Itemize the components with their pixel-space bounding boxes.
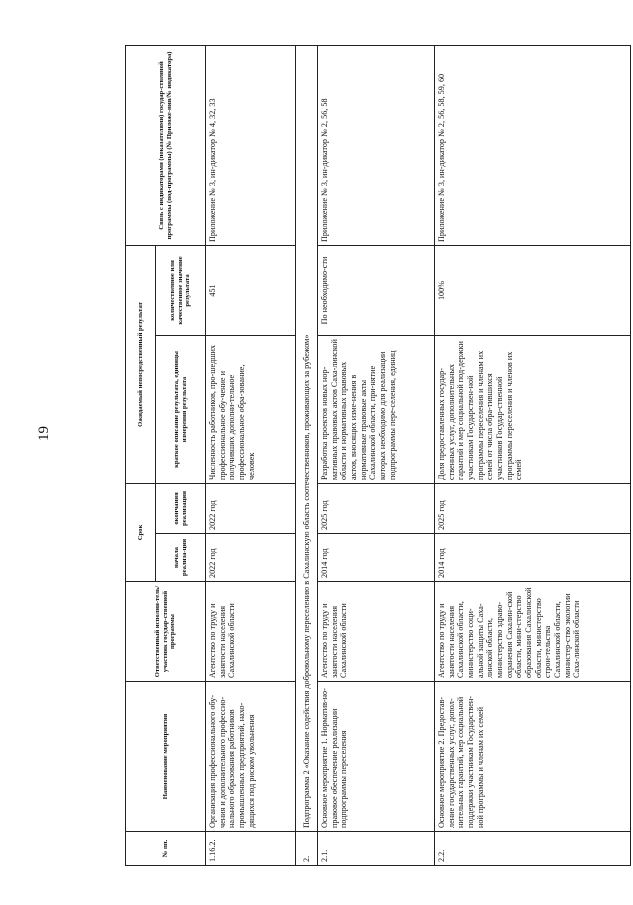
row-quant: 100%	[435, 245, 631, 335]
header-name: Наименование мероприятия	[126, 682, 206, 832]
row-quant: По необходимо-сти	[318, 245, 435, 335]
header-indicator-link: Связь с индикаторами (показателями) государ-ственной программы (под-программы) (№ Приложе-ния/№ индикатора)	[126, 45, 206, 245]
row-link: Приложение № 3, ин-дикатор № 2, 56, 58	[318, 45, 435, 245]
row-start: 2022 год	[206, 534, 296, 582]
section-title: Подпрограмма 2 «Оказание содействия добровольному переселению в Сахалинскую область соотечественников, проживающих за рубежом»	[296, 45, 318, 831]
row-brief: Численность работников, про-шедших профессиональное обу-чение и получивших дополни-тельное профессиональное обра-зование, человек	[206, 336, 296, 484]
header-executor: Ответственный исполни-тель/участник государ-ственной программы	[126, 582, 206, 682]
row-executor: Агентство по труду и занятости населения Сахалинской области	[318, 582, 435, 682]
row-link: Приложение № 3, ин-дикатор № 4, 32, 33	[206, 45, 296, 245]
section-num: 2.	[296, 832, 318, 866]
row-end: 2022 год	[206, 484, 296, 534]
row-quant: 451	[206, 245, 296, 335]
page-number: 19	[36, 426, 52, 441]
header-num: № пп.	[126, 832, 206, 866]
row-end: 2025 год	[435, 484, 631, 534]
row-name: Организация профессионального обу-чения и дополнительного профессио-нального образования работников промышленных предприятий, нахо-дящихся под риском увольнения	[206, 682, 296, 832]
row-start: 2014 год	[318, 534, 435, 582]
row-end: 2025 год	[318, 484, 435, 534]
row-num: 1.16.2.	[206, 832, 296, 866]
row-start: 2014 год	[435, 534, 631, 582]
rotated-table-wrapper	[125, 46, 630, 866]
header-start: начала реализа-ции	[156, 534, 206, 582]
header-end: окончания реализации	[156, 484, 206, 534]
table-row	[318, 45, 435, 865]
row-brief: Разработка проектов новых нор-мативных правовых актов Саха-линской области и нормативных правовых актов, вносящих изме-нения в нормативные правовые акты Сахалинской области, при-нятие которых необходимо для реализации подпрограммы пере-селения, единиц	[318, 336, 435, 484]
row-name: Основное мероприятие 1. Норматив-но-правовое обеспечение реализации подпрограммы переселения	[318, 682, 435, 832]
table-row	[206, 45, 296, 865]
row-executor: Агентство по труду и занятости населения Сахалинской области	[206, 582, 296, 682]
program-measures-table	[125, 45, 631, 866]
header-quantitative-value: количественное или качественное значение результата	[156, 245, 206, 335]
header-brief-description: краткое описание результата, единицы измерения результата	[156, 336, 206, 484]
row-name: Основное мероприятие 2. Предостав-ление государственных услуг, допол-нительных гарантий, мер социальной поддержки участникам Государствен-ной программы и членам их семей	[435, 682, 631, 832]
row-link: Приложение № 3, ин-дикатор № 2, 56, 58, 59, 60	[435, 45, 631, 245]
row-brief: Доля предоставленных государ-ственных услуг, дополнительных гарантий и мер социальной под-держки участникам Государствен-ной программы переселения и членам их семей от числа обра-тившихся участников Государ-ственной программы переселения и членов их семей	[435, 336, 631, 484]
row-num: 2.2.	[435, 832, 631, 866]
section-row	[296, 45, 318, 865]
table-row	[435, 45, 631, 865]
row-executor: Агентство по труду и занятости населения Сахалинской области, министерство соци-альной защиты Саха-линской области, министерство здраво-охранения Сахалин-ской области, мини-стерство образования Сахалинской области, министерство строи-тельства Сахалинской области, министер-ство экологии Саха-линской области	[435, 582, 631, 682]
row-num: 2.1.	[318, 832, 435, 866]
header-period: Срок	[126, 484, 156, 582]
header-expected-result: Ожидаемый непосредственный результат	[126, 245, 156, 483]
